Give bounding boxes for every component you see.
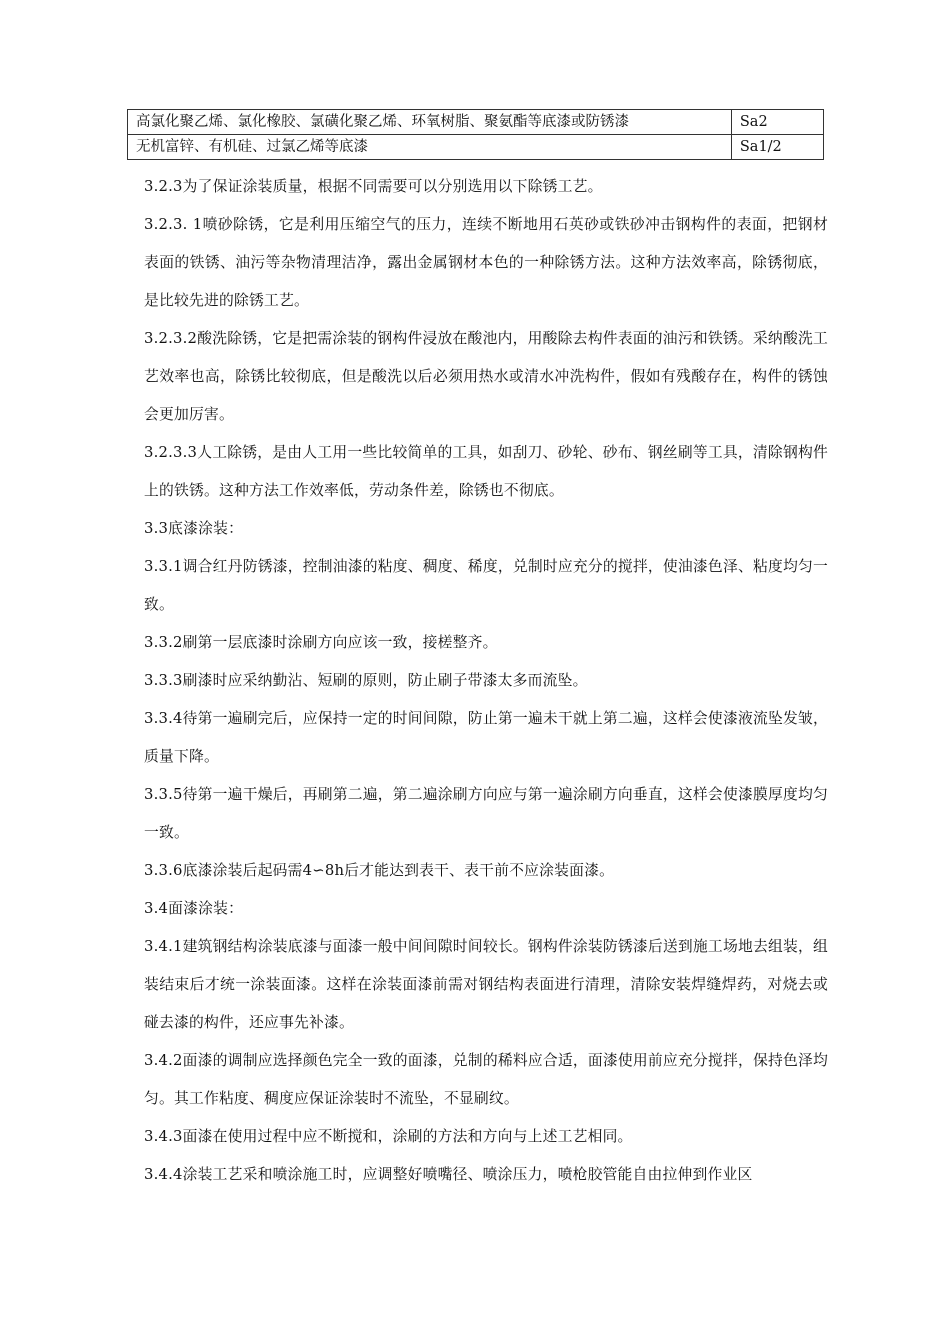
- rust-grade-table: [127, 109, 824, 160]
- paragraph: 3.4.4涂装工艺采和喷涂施工时，应调整好喷嘴径、喷涂压力，喷枪胶管能自由拉伸到作业区: [144, 1166, 753, 1183]
- section-heading: 3.3底漆涂装：: [144, 520, 244, 537]
- table-cell-description: 高氯化聚乙烯、氯化橡胶、氯磺化聚乙烯、环氧树脂、聚氨酯等底漆或防锈漆: [128, 110, 732, 135]
- paragraph: 3.3.4待第一遍刷完后，应保持一定的时间间隙，防止第一遍未干就上第二遍，这样会使漆液流坠发皱，质量下降。: [144, 710, 828, 765]
- table-cell-grade: Sa1/2: [731, 135, 823, 160]
- table-cell-grade: Sa2: [731, 110, 823, 135]
- paragraph: 3.2.3为了保证涂装质量，根据不同需要可以分别选用以下除锈工艺。: [144, 178, 603, 195]
- paragraph: 3.2.3. 1喷砂除锈，它是利用压缩空气的压力，连续不断地用石英砂或铁砂冲击钢构件的表面，把钢材表面的铁锈、油污等杂物清理洁净，露出金属钢材本色的一种除锈方法。这种方法效率高，除锈彻底，是比较先进的除锈工艺。: [144, 216, 828, 309]
- paragraph: 3.3.6底漆涂装后起码需4∽8h后才能达到表干、表干前不应涂装面漆。: [144, 862, 615, 879]
- paragraph: 3.2.3.3人工除锈，是由人工用一些比较简单的工具，如刮刀、砂轮、砂布、钢丝刷等工具，清除钢构件上的铁锈。这种方法工作效率低，劳动条件差，除锈也不彻底。: [144, 444, 828, 499]
- paragraph: 3.3.3刷漆时应采纳勤沾、短刷的原则，防止刷子带漆太多而流坠。: [144, 672, 588, 689]
- paragraph: 3.3.5待第一遍干燥后，再刷第二遍，第二遍涂刷方向应与第一遍涂刷方向垂直，这样会使漆膜厚度均匀一致。: [144, 786, 828, 841]
- paragraph: 3.2.3.2酸洗除锈，它是把需涂装的钢构件浸放在酸池内，用酸除去构件表面的油污和铁锈。采纳酸洗工艺效率也高，除锈比较彻底，但是酸洗以后必须用热水或清水冲洗构件，假如有残酸存在，构件的锈蚀会更加厉害。: [144, 330, 828, 423]
- table-row: [128, 135, 824, 160]
- body-text: [144, 168, 828, 1194]
- paragraph: 3.3.2刷第一层底漆时涂刷方向应该一致，接槎整齐。: [144, 634, 498, 651]
- paragraph: 3.4.2面漆的调制应选择颜色完全一致的面漆，兑制的稀料应合适，面漆使用前应充分搅拌，保持色泽均匀。其工作粘度、稠度应保证涂装时不流坠，不显刷纹。: [144, 1052, 828, 1107]
- section-heading: 3.4面漆涂装：: [144, 900, 244, 917]
- table-row: [128, 110, 824, 135]
- paragraph: 3.4.3面漆在使用过程中应不断搅和，涂刷的方法和方向与上述工艺相同。: [144, 1128, 633, 1145]
- table-cell-description: 无机富锌、有机硅、过氯乙烯等底漆: [128, 135, 732, 160]
- paragraph: 3.4.1建筑钢结构涂装底漆与面漆一般中间间隙时间较长。钢构件涂装防锈漆后送到施工场地去组装，组装结束后才统一涂装面漆。这样在涂装面漆前需对钢结构表面进行清理，清除安装焊缝焊药，对烧去或碰去漆的构件，还应事先补漆。: [144, 938, 828, 1031]
- paragraph: 3.3.1调合红丹防锈漆，控制油漆的粘度、稠度、稀度，兑制时应充分的搅拌，使油漆色泽、粘度均匀一致。: [144, 558, 828, 613]
